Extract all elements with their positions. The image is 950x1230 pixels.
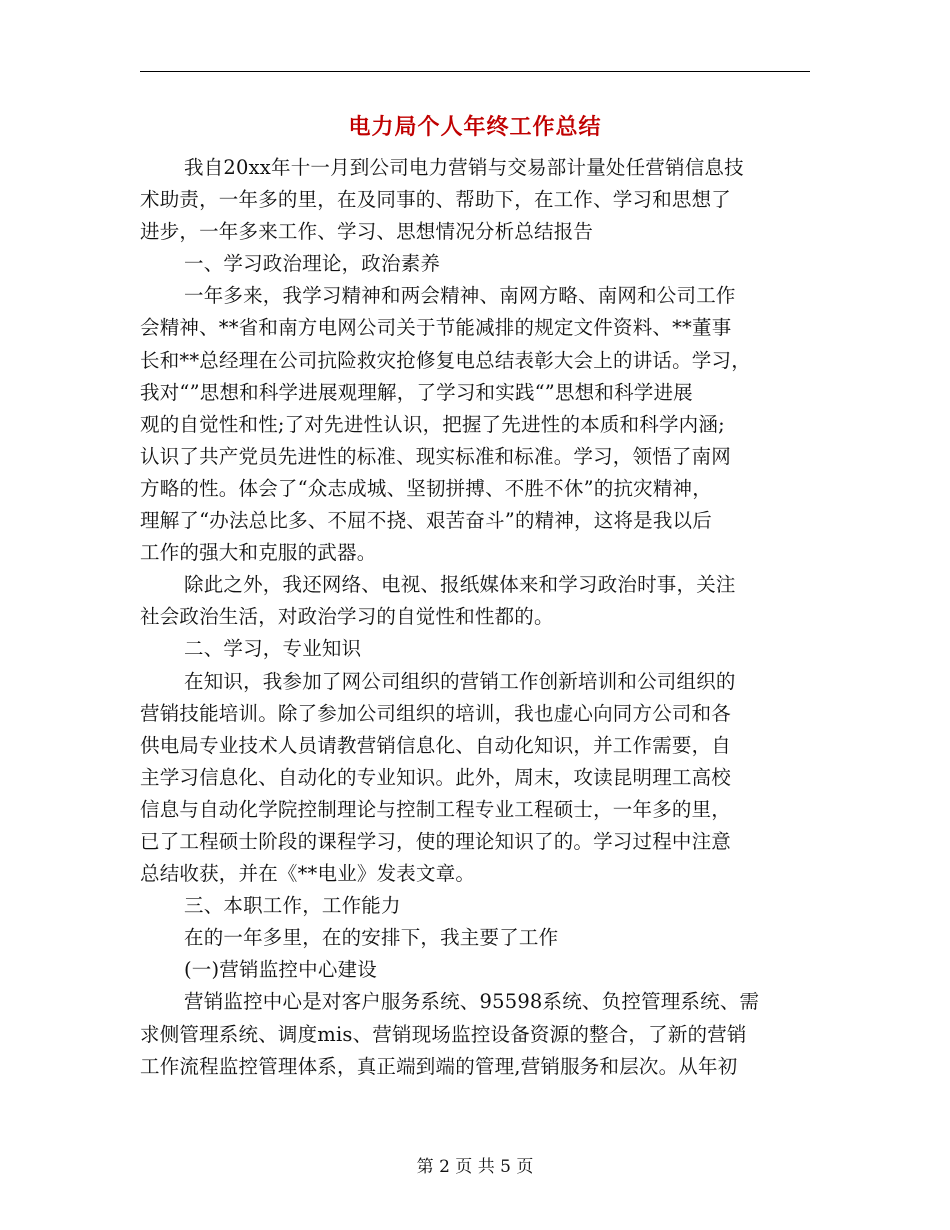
paragraph-line: 主学习信息化、自动化的专业知识。此外，周末，攻读昆明理工高校 — [140, 765, 732, 789]
paragraph-line: 总结收获，并在《**电业》发表文章。 — [140, 862, 476, 886]
paragraph-line: 社会政治生活，对政治学习的自觉性和性都的。 — [140, 605, 554, 629]
page-number: 第 2 页 共 5 页 — [416, 1157, 534, 1177]
paragraph-line: 认识了共产党员先进性的标准、现实标准和标准。学习，领悟了南网 — [140, 444, 732, 468]
paragraph-line: 在知识，我参加了网公司组织的营销工作创新培训和公司组织的 — [184, 669, 736, 693]
paragraph-line: 我自20xx年十一月到公司电力营销与交易部计量处任营销信息技 — [184, 156, 744, 179]
section-heading: 三、本职工作，工作能力 — [184, 894, 401, 918]
paragraph-line: 除此之外，我还网络、电视、报纸媒体来和学习政治时事，关注 — [184, 573, 736, 597]
paragraph-line: 已了工程硕士阶段的课程学习，使的理论知识了的。学习过程中注意 — [140, 829, 732, 853]
paragraph-line: 方略的性。体会了“众志成城、坚韧拼搏、不胜不休”的抗灾精神， — [140, 476, 712, 500]
paragraph-line: 求侧管理系统、调度mis、营销现场监控设备资源的整合，了新的营销 — [140, 1022, 747, 1046]
paragraph-line: 营销技能培训。除了参加公司组织的培训，我也虚心向同方公司和各 — [140, 701, 732, 725]
paragraph-line: 观的自觉性和性;了对先进性认识，把握了先进性的本质和科学内涵; — [140, 412, 725, 436]
paragraph-line: 供电局专业技术人员请教营销信息化、自动化知识，并工作需要，自 — [140, 733, 732, 757]
paragraph-line: 营销监控中心是对客户服务系统、95598系统、负控管理系统、需 — [184, 990, 760, 1014]
document-title: 电力局个人年终工作总结 — [348, 114, 602, 140]
paragraph-line: 工作的强大和克服的武器。 — [140, 541, 377, 565]
section-heading: 二、学习，专业知识 — [184, 637, 362, 661]
section-heading: 一、学习政治理论，政治素养 — [184, 252, 441, 276]
paragraph-line: 信息与自动化学院控制理论与控制工程专业工程硕士，一年多的里， — [140, 797, 732, 821]
paragraph-line: 我对“”思想和科学进展观理解，了学习和实践“”思想和科学进展 — [140, 380, 693, 404]
document-body — [140, 152, 815, 1083]
paragraph-line: 长和**总经理在公司抗险救灾抢修复电总结表彰大会上的讲话。学习， — [140, 348, 751, 372]
paragraph-line: 理解了“办法总比多、不屈不挠、艰苦奋斗”的精神，这将是我以后 — [140, 509, 712, 533]
paragraph-line: 一年多来，我学习精神和两会精神、南网方略、南网和公司工作 — [184, 284, 736, 308]
paragraph-line: 术助责，一年多的里，在及同事的、帮助下，在工作、学习和思想了 — [140, 188, 732, 212]
header-rule — [140, 71, 810, 72]
paragraph-line: 进步，一年多来工作、学习、思想情况分析总结报告 — [140, 220, 594, 244]
paragraph-line: 会精神、**省和南方电网公司关于节能减排的规定文件资料、**董事 — [140, 316, 732, 340]
paragraph-line: 在的一年多里，在的安排下，我主要了工作 — [184, 926, 559, 950]
paragraph-line: 工作流程监控管理体系，真正端到端的管理,营销服务和层次。从年初 — [140, 1054, 738, 1078]
subsection-heading: (一)营销监控中心建设 — [184, 958, 377, 982]
